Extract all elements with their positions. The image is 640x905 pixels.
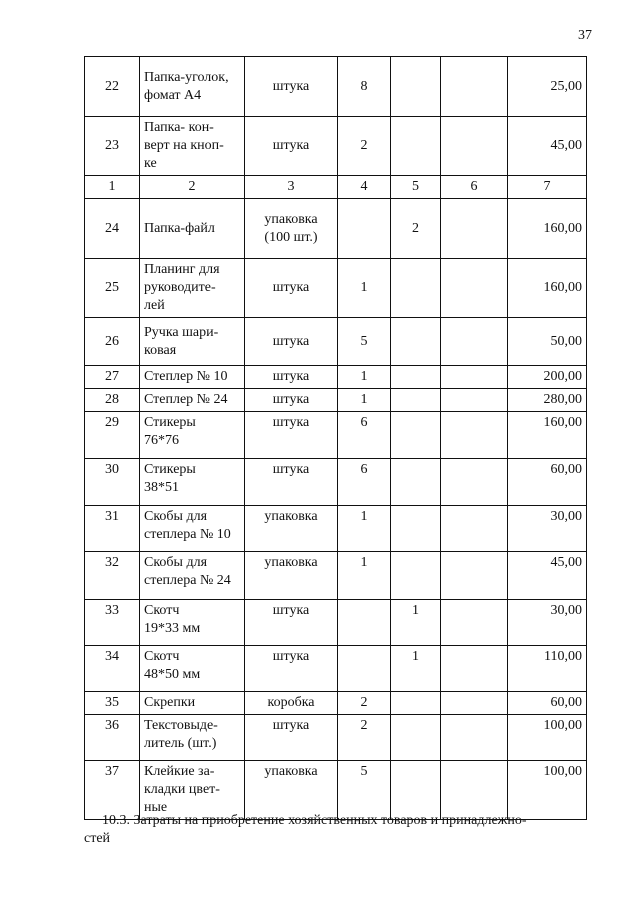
row-number-cell: 35 xyxy=(85,692,140,715)
table-row xyxy=(85,506,587,552)
unit-cell: упаковка xyxy=(245,761,338,820)
table-row xyxy=(85,259,587,318)
item-name-cell: Скотч 48*50 мм xyxy=(140,646,245,692)
price-cell: 7 xyxy=(508,176,587,199)
col4-cell: 4 xyxy=(338,176,391,199)
row-number-cell: 34 xyxy=(85,646,140,692)
price-cell: 45,00 xyxy=(508,552,587,600)
unit-cell: штука xyxy=(245,318,338,366)
table-row xyxy=(85,318,587,366)
unit-cell: штука xyxy=(245,366,338,389)
col6-cell xyxy=(441,199,508,259)
col4-cell: 2 xyxy=(338,117,391,176)
col4-cell: 1 xyxy=(338,259,391,318)
item-name-cell: Скобы для степлера № 24 xyxy=(140,552,245,600)
row-number-cell: 22 xyxy=(85,57,140,117)
col4-cell: 6 xyxy=(338,412,391,459)
item-name-cell: Стикеры 76*76 xyxy=(140,412,245,459)
col6-cell xyxy=(441,259,508,318)
unit-cell: штука xyxy=(245,389,338,412)
item-name-cell: Папка-файл xyxy=(140,199,245,259)
col6-cell xyxy=(441,459,508,506)
col6-cell xyxy=(441,57,508,117)
col4-cell: 8 xyxy=(338,57,391,117)
price-cell: 60,00 xyxy=(508,692,587,715)
table-row xyxy=(85,366,587,389)
col5-cell xyxy=(391,389,441,412)
item-name-cell: Степлер № 24 xyxy=(140,389,245,412)
col5-cell xyxy=(391,761,441,820)
price-cell: 60,00 xyxy=(508,459,587,506)
price-cell: 200,00 xyxy=(508,366,587,389)
row-number-cell: 26 xyxy=(85,318,140,366)
section-heading-10-3 xyxy=(84,812,586,848)
col5-cell xyxy=(391,552,441,600)
table-row xyxy=(85,646,587,692)
unit-cell: упаковка xyxy=(245,506,338,552)
col5-cell xyxy=(391,259,441,318)
unit-cell: штука xyxy=(245,259,338,318)
item-name-cell: Клейкие за- кладки цвет- ные xyxy=(140,761,245,820)
table-row xyxy=(85,552,587,600)
unit-cell: штука xyxy=(245,57,338,117)
unit-cell: 3 xyxy=(245,176,338,199)
row-number-cell: 33 xyxy=(85,600,140,646)
col5-cell xyxy=(391,506,441,552)
col4-cell: 1 xyxy=(338,366,391,389)
col4-cell xyxy=(338,600,391,646)
row-number-cell: 29 xyxy=(85,412,140,459)
col5-cell: 1 xyxy=(391,600,441,646)
price-cell: 30,00 xyxy=(508,600,587,646)
section-heading-text: 10.3. Затраты на приобретение хозяйственных товаров и принадлежно- стей xyxy=(84,813,527,846)
unit-cell: штука xyxy=(245,117,338,176)
col6-cell xyxy=(441,117,508,176)
unit-cell: штука xyxy=(245,459,338,506)
col5-cell xyxy=(391,459,441,506)
column-number-row xyxy=(85,176,587,199)
table-row xyxy=(85,199,587,259)
price-cell: 100,00 xyxy=(508,761,587,820)
col6-cell xyxy=(441,506,508,552)
table-row xyxy=(85,692,587,715)
table-row xyxy=(85,117,587,176)
table-row xyxy=(85,389,587,412)
row-number-cell: 32 xyxy=(85,552,140,600)
row-number-cell: 37 xyxy=(85,761,140,820)
col6-cell xyxy=(441,761,508,820)
row-number-cell: 30 xyxy=(85,459,140,506)
unit-cell: коробка xyxy=(245,692,338,715)
supplies-table xyxy=(84,56,587,820)
col4-cell: 1 xyxy=(338,389,391,412)
table-row xyxy=(85,57,587,117)
col6-cell: 6 xyxy=(441,176,508,199)
col5-cell xyxy=(391,692,441,715)
row-number-cell: 1 xyxy=(85,176,140,199)
unit-cell: штука xyxy=(245,646,338,692)
col5-cell xyxy=(391,366,441,389)
item-name-cell: Скрепки xyxy=(140,692,245,715)
col5-cell: 5 xyxy=(391,176,441,199)
col4-cell xyxy=(338,199,391,259)
table-row xyxy=(85,459,587,506)
table-row xyxy=(85,761,587,820)
col4-cell: 5 xyxy=(338,761,391,820)
col5-cell xyxy=(391,57,441,117)
price-cell: 160,00 xyxy=(508,412,587,459)
price-cell: 25,00 xyxy=(508,57,587,117)
col4-cell: 6 xyxy=(338,459,391,506)
col6-cell xyxy=(441,692,508,715)
col6-cell xyxy=(441,715,508,761)
item-name-cell: 2 xyxy=(140,176,245,199)
col5-cell xyxy=(391,318,441,366)
col4-cell: 2 xyxy=(338,715,391,761)
table-row xyxy=(85,715,587,761)
col5-cell: 2 xyxy=(391,199,441,259)
col5-cell xyxy=(391,715,441,761)
row-number-cell: 27 xyxy=(85,366,140,389)
col6-cell xyxy=(441,318,508,366)
col6-cell xyxy=(441,552,508,600)
item-name-cell: Скобы для степлера № 10 xyxy=(140,506,245,552)
row-number-cell: 25 xyxy=(85,259,140,318)
item-name-cell: Ручка шари- ковая xyxy=(140,318,245,366)
col5-cell: 1 xyxy=(391,646,441,692)
row-number-cell: 23 xyxy=(85,117,140,176)
col6-cell xyxy=(441,366,508,389)
col6-cell xyxy=(441,412,508,459)
table-row xyxy=(85,600,587,646)
price-cell: 100,00 xyxy=(508,715,587,761)
row-number-cell: 24 xyxy=(85,199,140,259)
unit-cell: штука xyxy=(245,715,338,761)
price-cell: 30,00 xyxy=(508,506,587,552)
item-name-cell: Стикеры 38*51 xyxy=(140,459,245,506)
item-name-cell: Папка- кон- верт на кноп- ке xyxy=(140,117,245,176)
col4-cell: 1 xyxy=(338,506,391,552)
unit-cell: упаковка (100 шт.) xyxy=(245,199,338,259)
col6-cell xyxy=(441,600,508,646)
col6-cell xyxy=(441,646,508,692)
col4-cell: 2 xyxy=(338,692,391,715)
item-name-cell: Планинг для руководите- лей xyxy=(140,259,245,318)
price-cell: 160,00 xyxy=(508,199,587,259)
price-cell: 110,00 xyxy=(508,646,587,692)
row-number-cell: 28 xyxy=(85,389,140,412)
item-name-cell: Степлер № 10 xyxy=(140,366,245,389)
price-cell: 50,00 xyxy=(508,318,587,366)
col4-cell: 5 xyxy=(338,318,391,366)
unit-cell: упаковка xyxy=(245,552,338,600)
row-number-cell: 36 xyxy=(85,715,140,761)
item-name-cell: Папка-уголок, фомат А4 xyxy=(140,57,245,117)
item-name-cell: Скотч 19*33 мм xyxy=(140,600,245,646)
col5-cell xyxy=(391,412,441,459)
col6-cell xyxy=(441,389,508,412)
page-number: 37 xyxy=(578,28,592,43)
col4-cell xyxy=(338,646,391,692)
price-cell: 280,00 xyxy=(508,389,587,412)
price-cell: 160,00 xyxy=(508,259,587,318)
row-number-cell: 31 xyxy=(85,506,140,552)
unit-cell: штука xyxy=(245,412,338,459)
col5-cell xyxy=(391,117,441,176)
col4-cell: 1 xyxy=(338,552,391,600)
unit-cell: штука xyxy=(245,600,338,646)
price-cell: 45,00 xyxy=(508,117,587,176)
item-name-cell: Текстовыде- литель (шт.) xyxy=(140,715,245,761)
table-row xyxy=(85,412,587,459)
